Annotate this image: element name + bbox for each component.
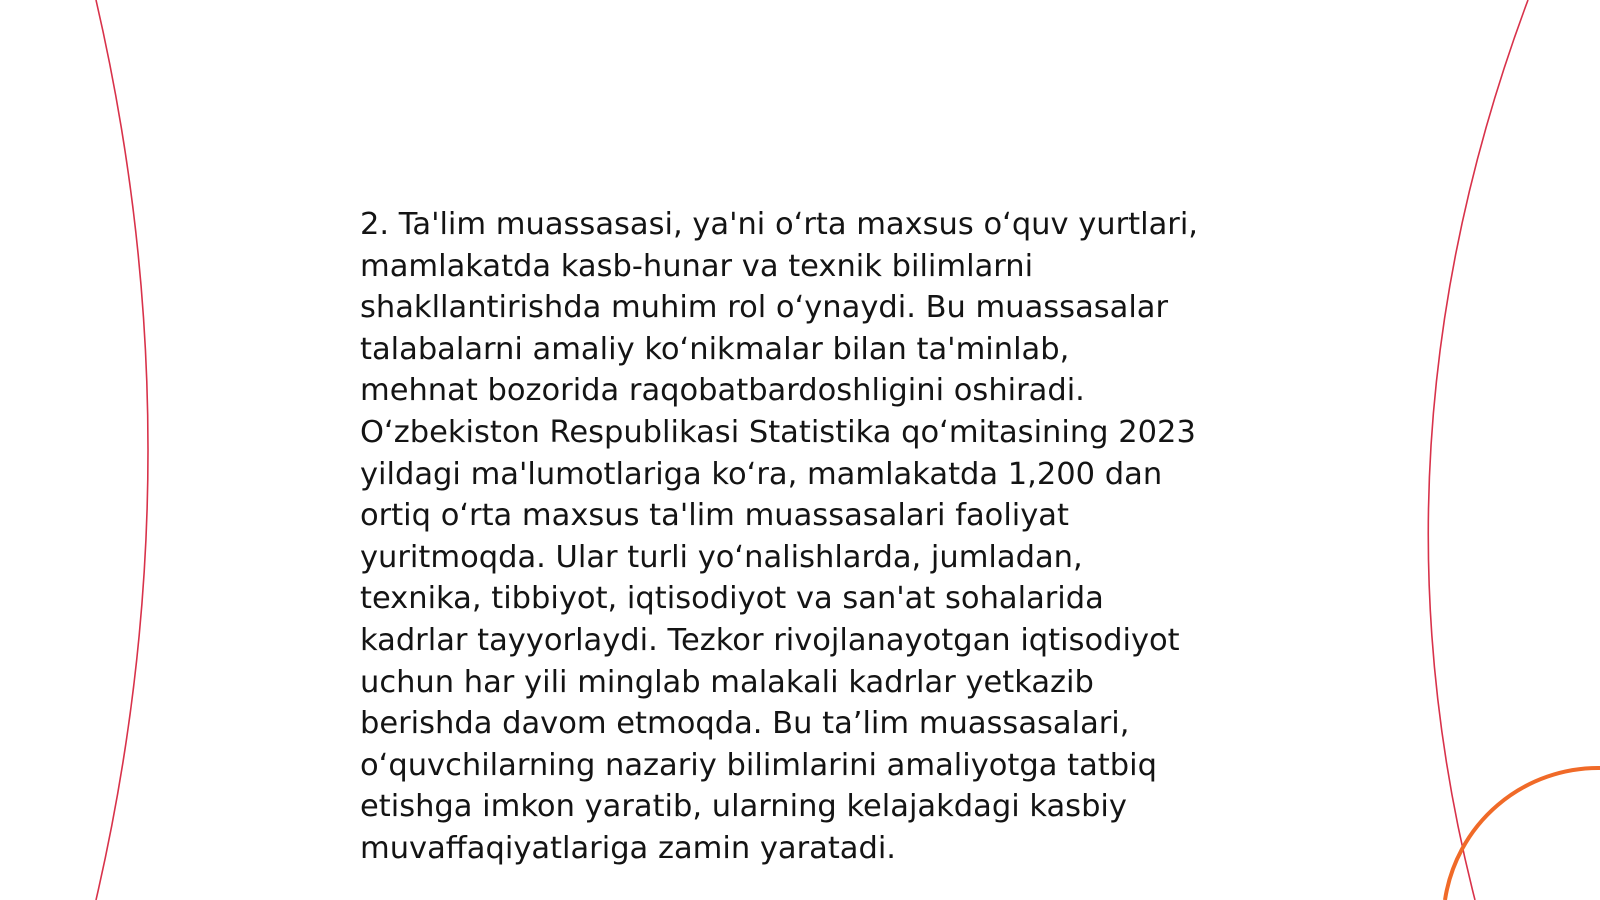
body-paragraph: 2. Ta'lim muassasasi, ya'ni o‘rta maxsus o‘quv yurtlari, mamlakatda kasb-hunar va texnik bilimlarni shakllantirishda muhim rol o‘ynaydi. Bu muassasalar talabalarni amaliy ko‘nikmalar bilan ta'minlab, mehnat bozorida raqobatbardoshligini oshiradi. O‘zbekiston Respublikasi Statistika qo‘mitasining 2023 yildagi ma'lumotlariga ko‘ra, mamlakatda 1,200 dan ortiq o‘rta maxsus ta'lim muassasalari faoliyat yuritmoqda. Ular turli yo‘nalishlarda, jumladan, texnika, tibbiyot, iqtisodiyot va san'at sohalarida kadrlar tayyorlaydi. Tezkor rivojlanayotgan iqtisodiyot uchun har yili minglab malakali kadrlar yetkazib berishda davom etmoqda. Bu ta’lim muassasalari, o‘quvchilarning nazariy bilimlarini amaliyotga tatbiq etishga imkon yaratib, ularning kelajakdagi kasbiy muvaffaqiyatlariga zamin yaratadi. (360, 207, 1199, 866)
left-arc-line (96, 0, 148, 900)
orange-circle-arc (1445, 768, 1600, 900)
right-arc-line (1428, 0, 1528, 900)
